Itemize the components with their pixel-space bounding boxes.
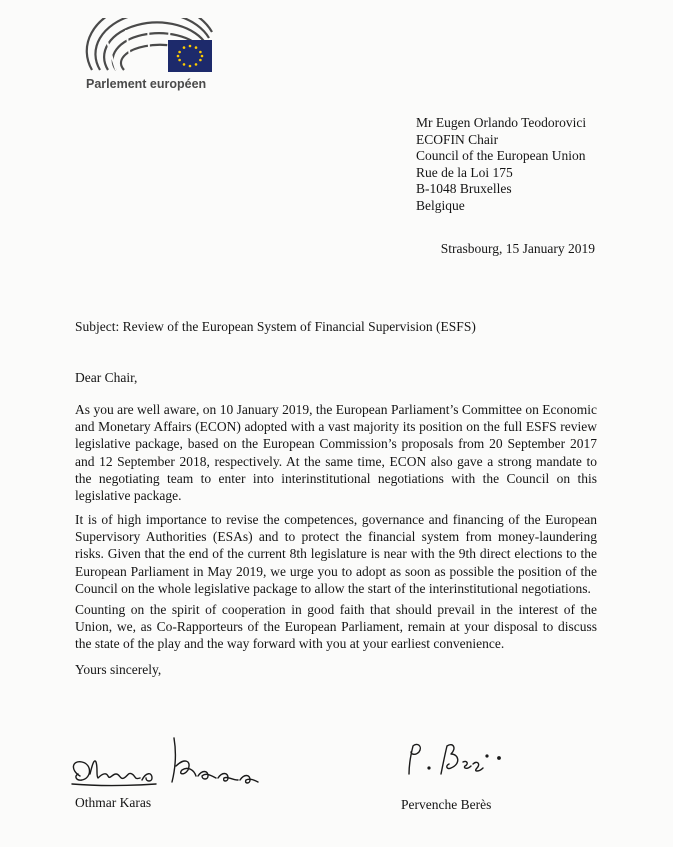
logo-text: Parlement européen bbox=[86, 77, 207, 91]
addressee-name: Mr Eugen Orlando Teodorovici bbox=[416, 115, 587, 130]
addressee-city: B-1048 Bruxelles bbox=[416, 181, 512, 197]
addressee-block bbox=[416, 115, 586, 215]
signature-karas bbox=[66, 736, 266, 792]
signatory-name-2: Pervenche Berès bbox=[401, 797, 492, 812]
european-parliament-logo bbox=[84, 18, 234, 98]
salutation: Dear Chair, bbox=[75, 370, 138, 385]
addressee-country: Belgique bbox=[416, 197, 465, 213]
addressee-organisation: Council of the European Union bbox=[416, 148, 586, 164]
signature-beres bbox=[403, 738, 513, 782]
addressee-title: ECOFIN Chair bbox=[416, 131, 499, 147]
addressee-street: Rue de la Loi 175 bbox=[416, 164, 513, 180]
hemicycle-flag-icon bbox=[84, 18, 234, 78]
letter-date: Strasbourg, 15 January 2019 bbox=[440, 241, 595, 256]
body-paragraph-2: It is of high importance to revise the competences, governance and financing of the European Supervisory Authorities (ESAs) and to protect the financial system from money-laundering risks. Given that the end of the current 8th legislature is near with the 9th direct elections to the European Parliament in May 2019, we urge you to adopt as soon as possible the position of the Council on the whole legislative package to allow the start of the interinstitutional negotiations. bbox=[75, 512, 597, 596]
letter-subject: Subject: Review of the European System of Financial Supervision (ESFS) bbox=[75, 319, 476, 334]
body-paragraph-3: Counting on the spirit of cooperation in good faith that should prevail in the interest of the Union, we, as Co-Rapporteurs of the European Parliament, remain at your disposal to discuss the state of the play and the way forward with you at your earliest convenience. bbox=[75, 602, 597, 652]
signatory-name-1: Othmar Karas bbox=[75, 795, 152, 810]
body-paragraph-1: As you are well aware, on 10 January 2019, the European Parliament’s Committee on Economic and Monetary Affairs (ECON) adopted with a vast majority its position on the full ESFS review legislative package, based on the European Commission’s proposals from 20 September 2017 and 12 September 2018, respectively. At the same time, ECON also gave a strong mandate to the negotiating team to enter into interinstitutional negotiations with the Council on this legislative package. bbox=[75, 402, 597, 504]
closing: Yours sincerely, bbox=[75, 662, 162, 677]
